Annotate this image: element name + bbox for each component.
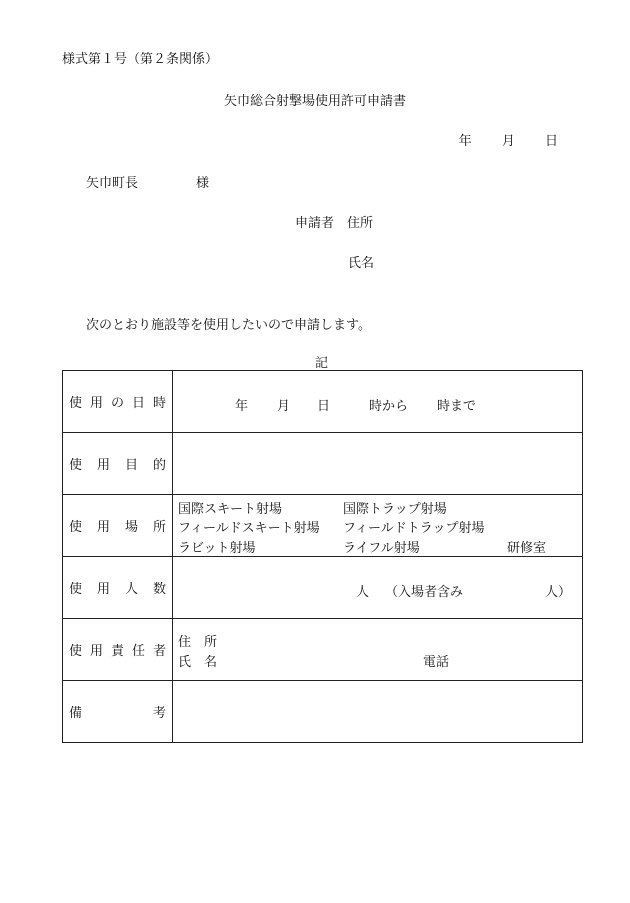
usage-year-label: 年 (235, 399, 249, 414)
table-row (63, 495, 583, 557)
place-option-field-trap[interactable]: フィールドトラップ射場 (343, 521, 485, 536)
visitors-label: （入場者含み (385, 585, 464, 600)
place-option-training-room[interactable]: 研修室 (507, 541, 547, 556)
people-unit: 人 (356, 585, 370, 600)
responsible-person-label: 使用責任者 (63, 619, 173, 681)
table-row (63, 681, 583, 743)
responsible-address-label: 住 所 (178, 635, 218, 650)
form-number: 様式第１号（第２条関係） (62, 52, 219, 67)
applicant-name-label: 氏名 (348, 256, 375, 271)
usage-count-label: 使用人数 (63, 557, 173, 619)
application-date (433, 130, 558, 149)
document-title: 矢巾総合射撃場使用許可申請書 (223, 94, 406, 109)
addressee-honorific: 様 (196, 176, 210, 191)
responsible-name-label: 氏 名 (178, 655, 218, 670)
usage-count-field[interactable] (173, 557, 583, 619)
usage-month-label: 月 (277, 399, 291, 414)
date-day-label: 日 (544, 134, 558, 149)
place-option-field-skeet[interactable]: フィールドスキート射場 (178, 521, 320, 536)
usage-place-label: 使用場所 (63, 495, 173, 557)
table-row (63, 433, 583, 495)
ki-heading: 記 (314, 356, 328, 371)
applicant-address-label: 申請者 住所 (295, 216, 374, 231)
application-table (62, 370, 583, 743)
usage-datetime-label: 使用の日時 (63, 371, 173, 433)
addressee: 矢巾町長 (86, 176, 139, 191)
place-option-intl-skeet[interactable]: 国際スキート射場 (178, 502, 283, 517)
usage-to-label: 時まで (437, 399, 477, 414)
usage-from-label: 時から (369, 399, 409, 414)
place-option-rifle[interactable]: ライフル射場 (343, 541, 420, 556)
usage-day-label: 日 (317, 399, 331, 414)
visitors-unit: 人） (545, 585, 572, 600)
intro-text: 次のとおり施設等を使用したいので申請します。 (86, 318, 371, 333)
remarks-label: 備考 (63, 681, 173, 743)
place-option-rabbit[interactable]: ラビット射場 (178, 541, 256, 556)
responsible-phone-label: 電話 (423, 655, 450, 670)
responsible-person-field[interactable] (173, 619, 583, 681)
table-row (63, 557, 583, 619)
remarks-field[interactable] (173, 681, 583, 743)
date-month-label: 月 (501, 134, 515, 149)
usage-datetime-field[interactable] (173, 371, 583, 433)
usage-place-field[interactable] (173, 495, 583, 557)
table-row (63, 371, 583, 433)
place-option-intl-trap[interactable]: 国際トラップ射場 (343, 502, 447, 517)
table-row (63, 619, 583, 681)
usage-purpose-field[interactable] (173, 433, 583, 495)
date-year-label: 年 (458, 134, 472, 149)
usage-purpose-label: 使用目的 (63, 433, 173, 495)
